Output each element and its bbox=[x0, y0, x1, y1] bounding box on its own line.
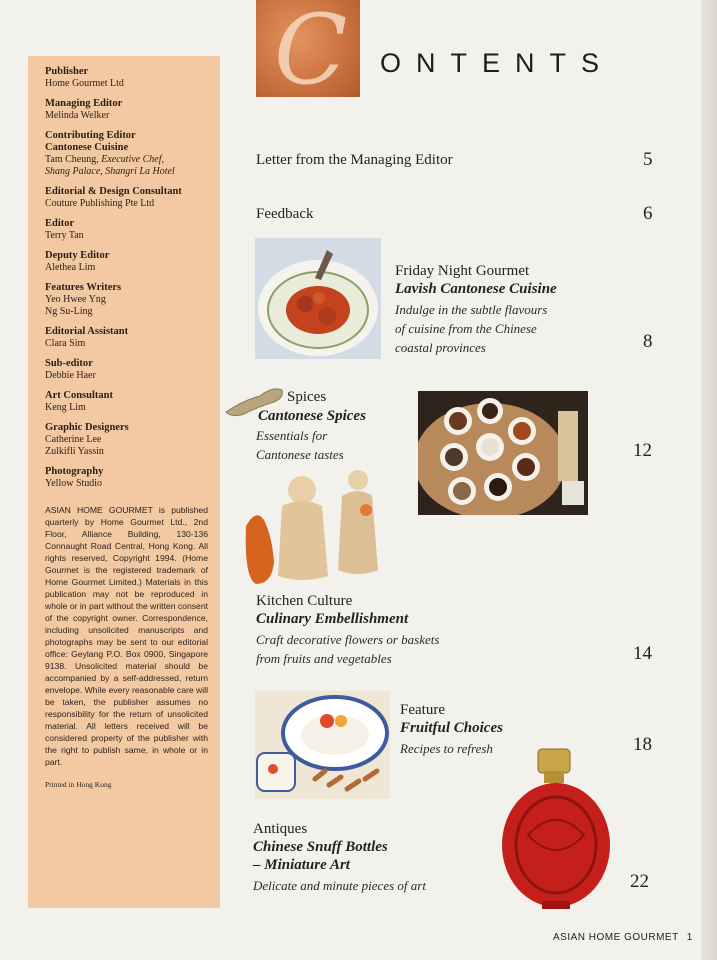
antiques-desc-1: Delicate and minute pieces of art bbox=[253, 878, 426, 893]
masthead-name-text: Home Gourmet Ltd bbox=[45, 78, 124, 89]
masthead-name bbox=[45, 110, 208, 122]
legal-notice: ASIAN HOME GOURMET is published quarterly by Home Gourmet Ltd., 2nd Floor, Alliance Building, 130-136 Connaught Road Central, Hong Kong. All rights reserved, Copyright 1994. (Home Gourmet is the registered trademark of Home Gourmet Limited.) Materials in this publication may not be reproduced in whole or in part without the written consent of the copyright owner. Correspondence, including unsolicited manuscripts and photographs may be sent to our editorial office: Geylang P.O. Box 0900, Singapore 9138. Unsolicited material should be accompanied by a self-addressed, return envelope. While every reasonable care will be taken, the publisher assumes no responsibility for the return of unsolicited material. All letters received will be considered property of the publisher with the right to publish same, in whole or in part. bbox=[45, 505, 208, 767]
masthead-name-text: Zulkifli Yassin bbox=[45, 446, 104, 457]
masthead-group bbox=[45, 282, 208, 318]
masthead-role: Deputy Editor bbox=[45, 250, 110, 261]
spices-desc-2: Cantonese tastes bbox=[256, 447, 344, 462]
masthead-role: Sub-editor bbox=[45, 358, 93, 369]
friday-title[interactable]: Lavish Cantonese Cuisine bbox=[395, 281, 557, 297]
masthead-list bbox=[45, 66, 208, 490]
masthead-role: Editorial & Design Consultant bbox=[45, 186, 182, 197]
masthead-name-text: Debbie Haer bbox=[45, 370, 96, 381]
friday-category: Friday Night Gourmet bbox=[395, 263, 530, 279]
entry-letter-label[interactable]: Letter from the Managing Editor bbox=[256, 152, 453, 168]
spices-page: 12 bbox=[633, 440, 652, 461]
masthead-name-text: Yeo Hwee Yng bbox=[45, 294, 106, 305]
masthead-name-text: Melinda Welker bbox=[45, 110, 110, 121]
snuff-bottle-photo bbox=[498, 745, 614, 913]
masthead-name bbox=[45, 166, 208, 178]
masthead-name-italic: Shang Palace, Shangri La Hotel bbox=[45, 166, 175, 177]
page-edge bbox=[701, 0, 717, 960]
masthead-name bbox=[45, 478, 208, 490]
masthead-name bbox=[45, 154, 208, 166]
spices-desc-1: Essentials for bbox=[256, 428, 328, 443]
masthead-name-text: Clara Sim bbox=[45, 338, 86, 349]
friday-desc-3: coastal provinces bbox=[395, 340, 486, 355]
masthead-name-text: Keng Lim bbox=[45, 402, 86, 413]
masthead-role: Editor bbox=[45, 218, 75, 229]
masthead-role: Features Writers bbox=[45, 282, 122, 293]
entry-feedback-label[interactable]: Feedback bbox=[256, 206, 314, 222]
masthead-group bbox=[45, 326, 208, 350]
spices-photo bbox=[418, 391, 588, 515]
masthead-name-text: Couture Publishing Pte Ltd bbox=[45, 198, 155, 209]
masthead-name bbox=[45, 446, 208, 458]
masthead-role: Graphic Designers bbox=[45, 422, 129, 433]
kitchen-desc-2: from fruits and vegetables bbox=[256, 651, 392, 666]
friday-desc-1: Indulge in the subtle flavours bbox=[395, 302, 548, 317]
masthead-group bbox=[45, 358, 208, 382]
masthead-role: Editorial Assistant bbox=[45, 326, 129, 337]
friday-dish-photo bbox=[255, 238, 381, 359]
feature-title[interactable]: Fruitful Choices bbox=[400, 720, 503, 736]
masthead-panel bbox=[28, 56, 220, 908]
carvings-photo bbox=[242, 466, 382, 586]
masthead-name bbox=[45, 230, 208, 242]
masthead-name-text: Tam Cheung, bbox=[45, 154, 99, 165]
footer-page-number: 1 bbox=[686, 932, 693, 943]
spices-category: Spices bbox=[287, 389, 327, 405]
masthead-role: Photography bbox=[45, 466, 104, 477]
masthead-name-italic: Executive Chef, bbox=[101, 154, 164, 165]
masthead-name bbox=[45, 434, 208, 446]
masthead-role: Managing Editor bbox=[45, 98, 123, 109]
kitchen-page: 14 bbox=[633, 643, 652, 664]
masthead-name bbox=[45, 78, 208, 90]
masthead-group bbox=[45, 98, 208, 122]
entry-letter-page: 5 bbox=[643, 149, 653, 170]
masthead-role-sub: Cantonese Cuisine bbox=[45, 142, 129, 153]
masthead-group bbox=[45, 66, 208, 90]
spices-title[interactable]: Cantonese Spices bbox=[258, 408, 366, 424]
kitchen-category: Kitchen Culture bbox=[256, 593, 353, 609]
masthead-name-text: Terry Tan bbox=[45, 230, 84, 241]
masthead-name bbox=[45, 306, 208, 318]
printed-note: Printed in Hong Kong bbox=[45, 780, 112, 789]
friday-page: 8 bbox=[643, 331, 653, 352]
masthead-group bbox=[45, 250, 208, 274]
feature-category: Feature bbox=[400, 702, 445, 718]
masthead-name-text: Alethea Lim bbox=[45, 262, 96, 273]
masthead-name-text: Yellow Studio bbox=[45, 478, 103, 489]
kitchen-desc-1: Craft decorative flowers or baskets bbox=[256, 632, 440, 647]
masthead-group bbox=[45, 130, 208, 178]
masthead-group bbox=[45, 390, 208, 414]
masthead-name-text: Ng Su-Ling bbox=[45, 306, 93, 317]
masthead-name bbox=[45, 402, 208, 414]
fruit-dessert-photo bbox=[255, 691, 390, 799]
masthead-role: Art Consultant bbox=[45, 390, 113, 401]
contents-logo bbox=[256, 0, 360, 106]
masthead-group bbox=[45, 218, 208, 242]
masthead-name bbox=[45, 338, 208, 350]
masthead-name bbox=[45, 198, 208, 210]
masthead-name-text: Catherine Lee bbox=[45, 434, 102, 445]
feature-desc-1: Recipes to refresh bbox=[400, 741, 493, 756]
masthead-name bbox=[45, 294, 208, 306]
masthead-name bbox=[45, 262, 208, 274]
page-footer bbox=[553, 932, 693, 943]
antiques-title-1[interactable]: Chinese Snuff Bottles bbox=[253, 839, 388, 855]
masthead-group bbox=[45, 422, 208, 458]
kitchen-title[interactable]: Culinary Embellishment bbox=[256, 611, 409, 627]
antiques-category: Antiques bbox=[253, 821, 308, 837]
footer-magazine: ASIAN HOME GOURMET bbox=[553, 932, 679, 943]
antiques-page: 22 bbox=[630, 871, 649, 892]
feature-page: 18 bbox=[633, 734, 652, 755]
masthead-name bbox=[45, 370, 208, 382]
masthead-group bbox=[45, 466, 208, 490]
logo-letter: C bbox=[274, 0, 348, 106]
antiques-title-2[interactable]: – Miniature Art bbox=[253, 857, 350, 873]
masthead-role: Contributing Editor bbox=[45, 130, 136, 141]
contents-title: ONTENTS bbox=[380, 48, 615, 78]
masthead-group bbox=[45, 186, 208, 210]
entry-feedback-page: 6 bbox=[643, 203, 653, 224]
friday-desc-2: of cuisine from the Chinese bbox=[395, 321, 537, 336]
masthead-role: Publisher bbox=[45, 66, 89, 77]
